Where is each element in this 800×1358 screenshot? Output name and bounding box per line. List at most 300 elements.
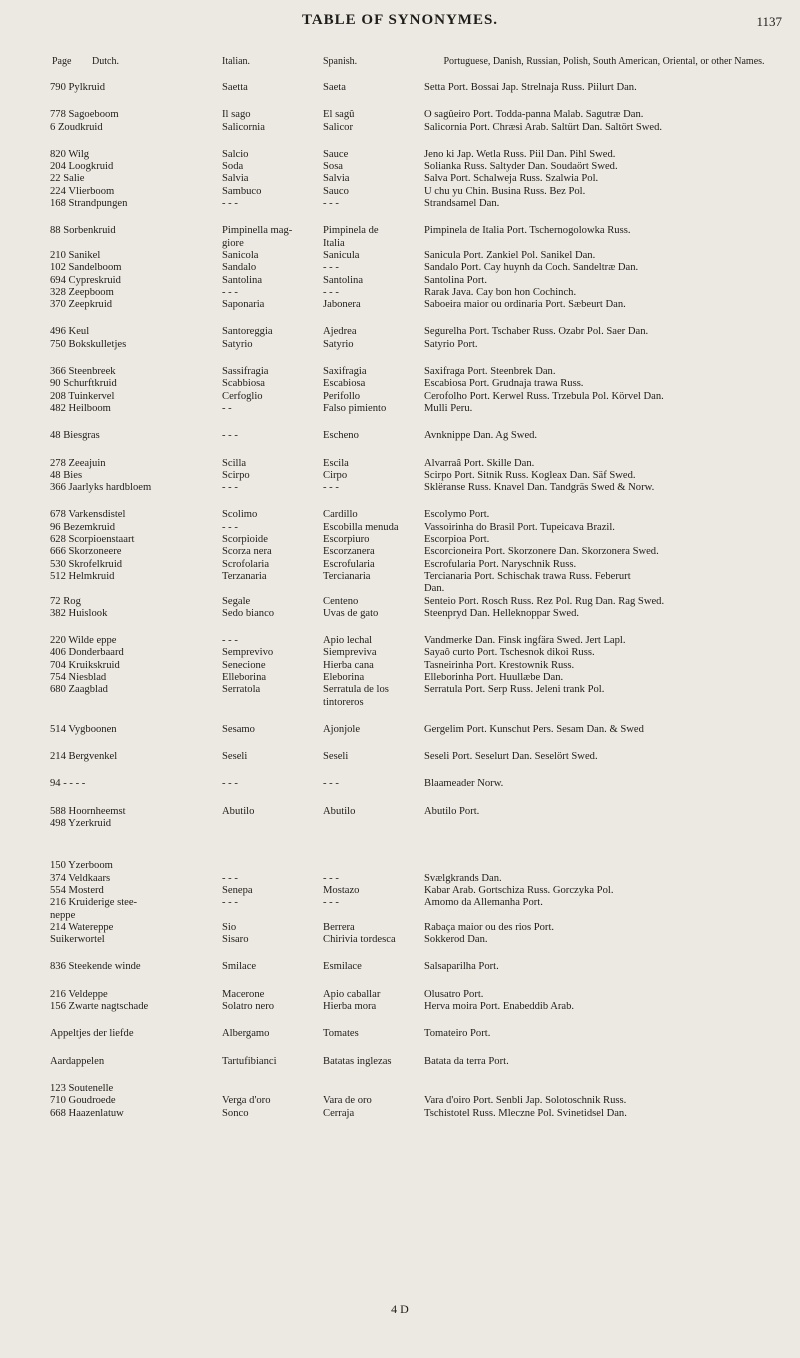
other-names-cell: Gergelim Port. Kunschut Pers. Sesam Dan. & Swed (424, 723, 644, 735)
other-names-cell: Saxifraga Port. Steenbrek Dan. (424, 366, 556, 378)
italian-cell: Salicornia (222, 121, 265, 133)
spanish-cell: Cardillo (323, 509, 358, 521)
row-spacer (0, 620, 800, 635)
italian-cell: Satyrio (222, 338, 253, 350)
other-names-cell: Sayaô curto Port. Tschesnok dikoi Russ. (424, 647, 595, 659)
other-names-cell: Vassoirinha do Brasil Port. Tupeicava Brazil. (424, 521, 615, 533)
other-names-cell: Svælgkrands Dan. (424, 872, 502, 884)
dutch-cell: 214 Watereppe (50, 921, 114, 933)
italian-cell: Sio (222, 921, 237, 933)
other-names-cell: Sokkerod Dan. (424, 934, 488, 946)
spanish-cell: Satyrio (323, 338, 354, 350)
italian-cell: - - - (222, 521, 238, 533)
italian-cell: Serratola (222, 684, 261, 696)
dutch-cell: 666 Skorzoneere (50, 546, 122, 558)
row-spacer (0, 974, 800, 989)
spanish-cell: Apio caballar (323, 988, 381, 1000)
table-row (0, 275, 800, 287)
italian-cell: Abutilo (222, 805, 255, 817)
table-row (0, 660, 800, 672)
table-row (0, 250, 800, 262)
spanish-cell: Abutilo (323, 805, 356, 817)
spanish-cell: - - - (323, 872, 339, 884)
spanish-cell: Hierba cana (323, 659, 374, 671)
spanish-cell: Pimpinela de (323, 225, 379, 237)
row-spacer (0, 1068, 800, 1083)
table-row (0, 482, 800, 494)
other-names-cell: Alvarraâ Port. Skille Dan. (424, 457, 535, 469)
spanish-cell: Saxifragia (323, 366, 367, 378)
spanish-cell: Escabiosa (323, 378, 366, 390)
dutch-cell: 220 Wilde eppe (50, 635, 117, 647)
other-names-cell: Sanicula Port. Zankiel Pol. Sanikel Dan. (424, 249, 596, 261)
dutch-cell: 836 Steekende winde (50, 961, 141, 973)
spanish-cell: Chirivia tordesca (323, 934, 396, 946)
dutch-cell: 6 Zoudkruid (50, 121, 103, 133)
italian-cell: Santoreggia (222, 326, 273, 338)
dutch-cell: 778 Sagoeboom (50, 109, 119, 121)
spanish-cell: Salicor (323, 121, 354, 133)
other-names-cell: Rarak Java. Cay bon hon Cochinch. (424, 286, 577, 298)
spanish-cell: Berrera (323, 921, 355, 933)
spanish-cell: Saeta (323, 82, 346, 93)
other-names-cell: Escrofularia Port. Naryschnik Russ. (424, 558, 577, 570)
table-row (0, 326, 800, 338)
table-row (0, 458, 800, 470)
italian-cell: - - - (222, 286, 238, 298)
dutch-cell: 498 Yzerkruid (50, 818, 112, 830)
italian-cell: Sedo bianco (222, 607, 275, 619)
dutch-cell: 750 Bokskulletjes (50, 338, 127, 350)
italian-cell: Terzanaria (222, 570, 267, 582)
spanish-cell: Cerraja (323, 1107, 355, 1119)
col-italian-header: Italian. (222, 56, 251, 67)
dutch-cell: 48 Biesgras (50, 430, 100, 442)
table-row (0, 1028, 800, 1040)
table-row (0, 161, 800, 173)
italian-cell: - - - (222, 897, 238, 909)
italian-cell: Saponaria (222, 299, 265, 311)
italian-cell: Sesamo (222, 723, 255, 735)
dutch-cell: 678 Varkensdistel (50, 509, 126, 521)
table-row (0, 860, 800, 872)
table-row (0, 910, 800, 922)
other-names-cell: Solianka Russ. Saltyder Dan. Soudaört Swed. (424, 161, 618, 173)
table-row (0, 82, 800, 94)
italian-cell: Sandalo (222, 262, 257, 274)
italian-cell: Verga d'oro (222, 1095, 271, 1107)
dutch-cell: 150 Yzerboom (50, 860, 113, 872)
spanish-cell: Ajedrea (323, 326, 357, 338)
other-names-cell: Escorpioa Port. (424, 534, 490, 546)
dutch-cell: 208 Tuinkervel (50, 390, 115, 402)
table-row (0, 122, 800, 134)
row-spacer (0, 94, 800, 109)
spanish-cell: Escorzanera (323, 546, 375, 558)
italian-cell: Sambuco (222, 185, 262, 197)
italian-cell: Solatro nero (222, 1001, 275, 1013)
other-names-cell: Scirpo Port. Sitnik Russ. Kogleax Dan. Säf Swed. (424, 469, 636, 481)
italian-cell: Soda (222, 161, 244, 173)
spanish-cell: Italia (323, 237, 345, 249)
spanish-cell: - - - (323, 198, 339, 210)
other-names-cell: Kabar Arab. Gortschiza Russ. Gorczyka Pol. (424, 884, 614, 896)
dutch-cell: 48 Bies (50, 469, 83, 481)
table-row (0, 897, 800, 909)
italian-cell: Scolimo (222, 509, 258, 521)
dutch-cell: 496 Keul (50, 326, 90, 338)
italian-cell: Sonco (222, 1107, 249, 1119)
row-spacer (0, 946, 800, 961)
other-names-cell: Tercianaria Port. Schischak trawa Russ. Feberurt (424, 570, 631, 582)
italian-cell: Pimpinella mag- (222, 225, 293, 237)
dutch-cell: 820 Wilg (50, 148, 90, 160)
dutch-cell: 554 Mosterd (50, 884, 104, 896)
row-spacer (0, 830, 800, 845)
table-row (0, 922, 800, 934)
spanish-cell: - - - (323, 482, 339, 494)
table-row (0, 806, 800, 818)
table-row (0, 684, 800, 696)
table-row (0, 534, 800, 546)
row-spacer (0, 791, 800, 806)
table-row (0, 430, 800, 442)
italian-cell: Saetta (222, 82, 248, 93)
italian-cell: Scilla (222, 457, 247, 469)
table-row (0, 989, 800, 1001)
table-row (0, 934, 800, 946)
spanish-cell: Mostazo (323, 884, 360, 896)
table-row (0, 751, 800, 763)
spanish-cell: Esmilace (323, 961, 362, 973)
other-names-cell: Escabiosa Port. Grudnaja trawa Russ. (424, 378, 584, 390)
row-spacer (0, 709, 800, 724)
dutch-cell: 366 Jaarlyks hardbloem (50, 482, 152, 494)
italian-cell: Seseli (222, 751, 248, 763)
italian-cell: - - - (222, 482, 238, 494)
other-names-cell: Setta Port. Bossai Jap. Strelnaja Russ. Piilurt Dan. (424, 82, 637, 93)
spanish-cell: Uvas de gato (323, 607, 379, 619)
italian-cell: Macerone (222, 988, 265, 1000)
spanish-cell: Sosa (323, 161, 344, 173)
table-row (0, 470, 800, 482)
italian-cell: Semprevivo (222, 647, 274, 659)
dutch-cell: 680 Zaagblad (50, 684, 108, 696)
dutch-cell: 88 Sorbenkruid (50, 225, 116, 237)
spanish-cell: - - - (323, 778, 339, 790)
italian-cell: - - - (222, 635, 238, 647)
dutch-cell: 94 - - - - (50, 778, 86, 790)
dutch-cell: 168 Strandpungen (50, 198, 128, 210)
other-names-cell: Serratula Port. Serp Russ. Jeleni trank Pol. (424, 684, 605, 696)
col-spanish-header: Spanish. (323, 56, 358, 67)
spanish-cell: Seseli (323, 751, 349, 763)
dutch-cell: 214 Bergvenkel (50, 751, 118, 763)
spanish-cell: El sagû (323, 109, 355, 121)
italian-cell: Cerfoglio (222, 390, 263, 402)
dutch-cell: 530 Skrofelkruid (50, 558, 123, 570)
table-row (0, 287, 800, 299)
spanish-cell: Apio lechal (323, 635, 373, 647)
spanish-cell: Hierba mora (323, 1001, 377, 1013)
spanish-cell: Tomates (323, 1028, 359, 1040)
table-row (0, 339, 800, 351)
page-number: 1137 (756, 14, 782, 29)
spanish-cell: Sauce (323, 148, 349, 160)
dutch-cell: 216 Veldeppe (50, 988, 108, 1000)
col-page-header: Page (52, 56, 72, 67)
table-row (0, 571, 800, 583)
table-row (0, 238, 800, 250)
other-names-cell: Escolymo Port. (424, 509, 490, 521)
dutch-cell: 90 Schurftkruid (50, 378, 117, 390)
dutch-cell: 588 Hoornheemst (50, 805, 126, 817)
other-names-cell: O sagûeiro Port. Todda-panna Malab. Sagutræ Dan. (424, 109, 644, 121)
italian-cell: Scirpo (222, 469, 250, 481)
row-spacer (0, 134, 800, 149)
italian-cell: Senepa (222, 884, 253, 896)
dutch-cell: Aardappelen (50, 1055, 105, 1067)
dutch-cell: 694 Cypreskruid (50, 274, 121, 286)
spanish-cell: - - - (323, 286, 339, 298)
dutch-cell: Suikerwortel (50, 934, 105, 946)
dutch-cell: 382 Huislook (50, 607, 108, 619)
table-row (0, 109, 800, 121)
italian-cell: - - - (222, 778, 238, 790)
italian-cell: - - - (222, 198, 238, 210)
row-spacer (0, 1041, 800, 1056)
table-row (0, 546, 800, 558)
table-row (0, 262, 800, 274)
spanish-cell: Vara de oro (323, 1095, 372, 1107)
spanish-cell: Siempreviva (323, 647, 377, 659)
dutch-cell: 406 Donderbaard (50, 647, 124, 659)
table-row (0, 1001, 800, 1013)
table-row (0, 559, 800, 571)
row-spacer (0, 443, 800, 458)
dutch-cell: 72 Rog (50, 595, 81, 607)
italian-cell: Santolina (222, 274, 263, 286)
dutch-cell: 514 Vygboonen (50, 723, 117, 735)
spanish-cell: Sanicula (323, 249, 360, 261)
other-names-cell: Santolina Port. (424, 274, 487, 286)
spanish-cell: Eleborina (323, 671, 365, 683)
dutch-cell: 216 Kruiderige stee- (50, 897, 138, 909)
table-row (0, 885, 800, 897)
dutch-cell: 482 Heilboom (50, 402, 111, 414)
page-header (0, 12, 800, 38)
other-names-cell: Senteio Port. Rosch Russ. Rez Pol. Rug Dan. Rag Swed. (424, 595, 665, 607)
dutch-cell: 710 Goudroede (50, 1095, 116, 1107)
other-names-cell: Pimpinela de Italia Port. Tschernogolowka Russ. (424, 225, 631, 237)
spanish-cell: Serratula de los (323, 684, 389, 696)
other-names-cell: Avnknippe Dan. Ag Swed. (424, 430, 538, 442)
dutch-cell: 123 Soutenelle (50, 1082, 114, 1094)
other-names-cell: Rabaça maior ou des rios Port. (424, 921, 555, 933)
spanish-cell: Tercianaria (323, 570, 371, 582)
row-spacer (0, 763, 800, 778)
row-spacer (0, 311, 800, 326)
italian-cell: Smilace (222, 961, 257, 973)
spanish-cell: Batatas inglezas (323, 1055, 392, 1067)
other-names-cell: Steenpryd Dan. Helleknoppar Swed. (424, 607, 580, 619)
table-row (0, 873, 800, 885)
other-names-cell: Salva Port. Schalweja Russ. Szalwia Pol. (424, 173, 599, 185)
table-row (0, 1108, 800, 1120)
italian-cell: Albergamo (222, 1028, 270, 1040)
other-names-cell: Batata da terra Port. (424, 1055, 509, 1067)
other-names-cell: Escorcioneira Port. Skorzonere Dan. Skorzonera Swed. (424, 546, 659, 558)
other-names-cell: Amomo da Allemanha Port. (424, 897, 543, 909)
dutch-cell: 754 Niesblad (50, 671, 107, 683)
row-spacer (0, 845, 800, 860)
italian-cell: Sanicola (222, 249, 259, 261)
italian-cell: Tartufibianci (222, 1055, 277, 1067)
italian-cell: Il sago (222, 109, 251, 121)
spanish-cell: Escorpiuro (323, 534, 370, 546)
italian-cell: Scabbiosa (222, 378, 265, 390)
spanish-cell: Santolina (323, 274, 364, 286)
other-names-cell: Herva moira Port. Enabeddib Arab. (424, 1001, 575, 1013)
spanish-cell: Escobilla menuda (323, 521, 399, 533)
synonym-table (0, 82, 800, 1120)
dutch-cell: Appeltjes der liefde (50, 1028, 134, 1040)
italian-cell: Segale (222, 595, 251, 607)
spanish-cell: Falso pimiento (323, 402, 387, 414)
dutch-cell: 704 Kruikskruid (50, 659, 120, 671)
spanish-cell: - - - (323, 262, 339, 274)
other-names-cell: Blaameader Norw. (424, 778, 504, 790)
signature-mark: 4 D (391, 1302, 409, 1316)
dutch-cell: 22 Salie (50, 173, 85, 185)
spanish-cell: Cirpo (323, 469, 348, 481)
italian-cell: Salvia (222, 173, 249, 185)
dutch-cell: 370 Zeepkruid (50, 299, 113, 311)
table-row (0, 778, 800, 790)
other-names-cell: Tasneirinha Port. Krestownik Russ. (424, 659, 575, 671)
other-names-cell: Abutilo Port. (424, 805, 480, 817)
italian-cell: Sassifragia (222, 366, 269, 378)
spanish-cell: Jabonera (323, 299, 361, 311)
page-title: TABLE OF SYNONYMES. (301, 12, 499, 28)
dutch-cell: 210 Sanikel (50, 249, 101, 261)
dutch-cell: neppe (50, 909, 76, 921)
italian-cell: Scorpioide (222, 534, 268, 546)
other-names-cell: Salicornia Port. Chræsi Arab. Saltürt Dan. Saltört Swed. (424, 121, 663, 133)
italian-cell: - - (222, 402, 232, 414)
spanish-cell: Centeno (323, 595, 359, 607)
other-names-cell: U chu yu Chin. Busina Russ. Bez Pol. (424, 185, 586, 197)
table-row (0, 1095, 800, 1107)
dutch-cell: 204 Loogkruid (50, 161, 114, 173)
table-row (0, 672, 800, 684)
table-row (0, 647, 800, 659)
row-spacer (0, 736, 800, 751)
spanish-cell: Escrofularia (323, 558, 375, 570)
other-names-cell: Elleborinha Port. Huullæbe Dan. (424, 671, 564, 683)
row-spacer (0, 210, 800, 225)
other-names-cell: Saboeira maior ou ordinaria Port. Sæbeurt Dan. (424, 299, 626, 311)
other-names-cell: Sklëranse Russ. Knavel Dan. Tandgräs Swed & Norw. (424, 482, 655, 494)
table-row (0, 724, 800, 736)
other-names-cell: Tschistotel Russ. Mleczne Pol. Svinetidsel Dan. (424, 1107, 627, 1119)
other-names-cell: Cerofolho Port. Kerwel Russ. Trzebula Pol. Körvel Dan. (424, 390, 664, 402)
col-dutch-header: Dutch. (92, 56, 119, 67)
row-spacer (0, 351, 800, 366)
table-row (0, 635, 800, 647)
spanish-cell: tintoreros (323, 696, 364, 708)
italian-cell: - - - (222, 872, 238, 884)
dutch-cell: 278 Zeeajuin (50, 457, 106, 469)
spanish-cell: Perifollo (323, 390, 361, 402)
spanish-cell: Escila (323, 457, 349, 469)
spanish-cell: Escheno (323, 430, 359, 442)
col-other-header: Portuguese, Danish, Russian, Polish, South American, Oriental, or other Names. (443, 56, 765, 67)
table-row (0, 697, 800, 709)
italian-cell: Scorza nera (222, 546, 272, 558)
italian-cell: Salcio (222, 148, 249, 160)
other-names-cell: Segurelha Port. Tschaber Russ. Ozabr Pol. Saer Dan. (424, 326, 649, 338)
other-names-cell: Dan. (424, 583, 445, 595)
spanish-cell: Ajonjole (323, 723, 361, 735)
row-spacer (0, 494, 800, 509)
dutch-cell: 790 Pylkruid (50, 82, 106, 93)
italian-cell: Elleborina (222, 671, 267, 683)
table-row (0, 225, 800, 237)
other-names-cell: Tomateiro Port. (424, 1028, 491, 1040)
table-row (0, 173, 800, 185)
table-row (0, 378, 800, 390)
italian-cell: giore (222, 237, 244, 249)
spanish-cell: Sauco (323, 185, 349, 197)
other-names-cell: Seseli Port. Seselurt Dan. Seselört Swed. (424, 751, 598, 763)
dutch-cell: 628 Scorpioenstaart (50, 534, 135, 546)
dutch-cell: 102 Sandelboom (50, 262, 122, 274)
table-row (0, 522, 800, 534)
spanish-cell: - - - (323, 897, 339, 909)
other-names-cell: Mulli Peru. (424, 402, 473, 414)
dutch-cell: 374 Veldkaars (50, 872, 111, 884)
other-names-cell: Jeno ki Jap. Wetla Russ. Piil Dan. Pihl Swed. (424, 148, 616, 160)
other-names-cell: Vara d'oiro Port. Senbli Jap. Solotoschnik Russ. (424, 1095, 627, 1107)
other-names-cell: Strandsamel Dan. (424, 198, 500, 210)
italian-cell: Sisaro (222, 934, 249, 946)
other-names-cell: Vandmerke Dan. Finsk ingfära Swed. Jert Lapl. (424, 635, 626, 647)
italian-cell: Senecione (222, 659, 266, 671)
table-row (0, 583, 800, 595)
table-row (0, 1056, 800, 1068)
dutch-cell: 224 Vlierboom (50, 185, 115, 197)
table-row (0, 186, 800, 198)
dutch-cell: 96 Bezemkruid (50, 521, 116, 533)
table-row (0, 1083, 800, 1095)
dutch-cell: 512 Helmkruid (50, 570, 115, 582)
dutch-cell: 156 Zwarte nagtschade (50, 1001, 149, 1013)
dutch-cell: 668 Haazenlatuw (50, 1107, 124, 1119)
table-row (0, 961, 800, 973)
row-spacer (0, 1013, 800, 1028)
row-spacer (0, 415, 800, 430)
table-row (0, 403, 800, 415)
other-names-cell: Salsaparilha Port. (424, 961, 499, 973)
other-names-cell: Olusatro Port. (424, 988, 484, 1000)
table-row (0, 198, 800, 210)
table-row (0, 608, 800, 620)
table-row (0, 509, 800, 521)
other-names-cell: Sandalo Port. Cay huynh da Coch. Sandeltræ Dan. (424, 262, 639, 274)
dutch-cell: 328 Zeepboom (50, 286, 114, 298)
table-row (0, 149, 800, 161)
